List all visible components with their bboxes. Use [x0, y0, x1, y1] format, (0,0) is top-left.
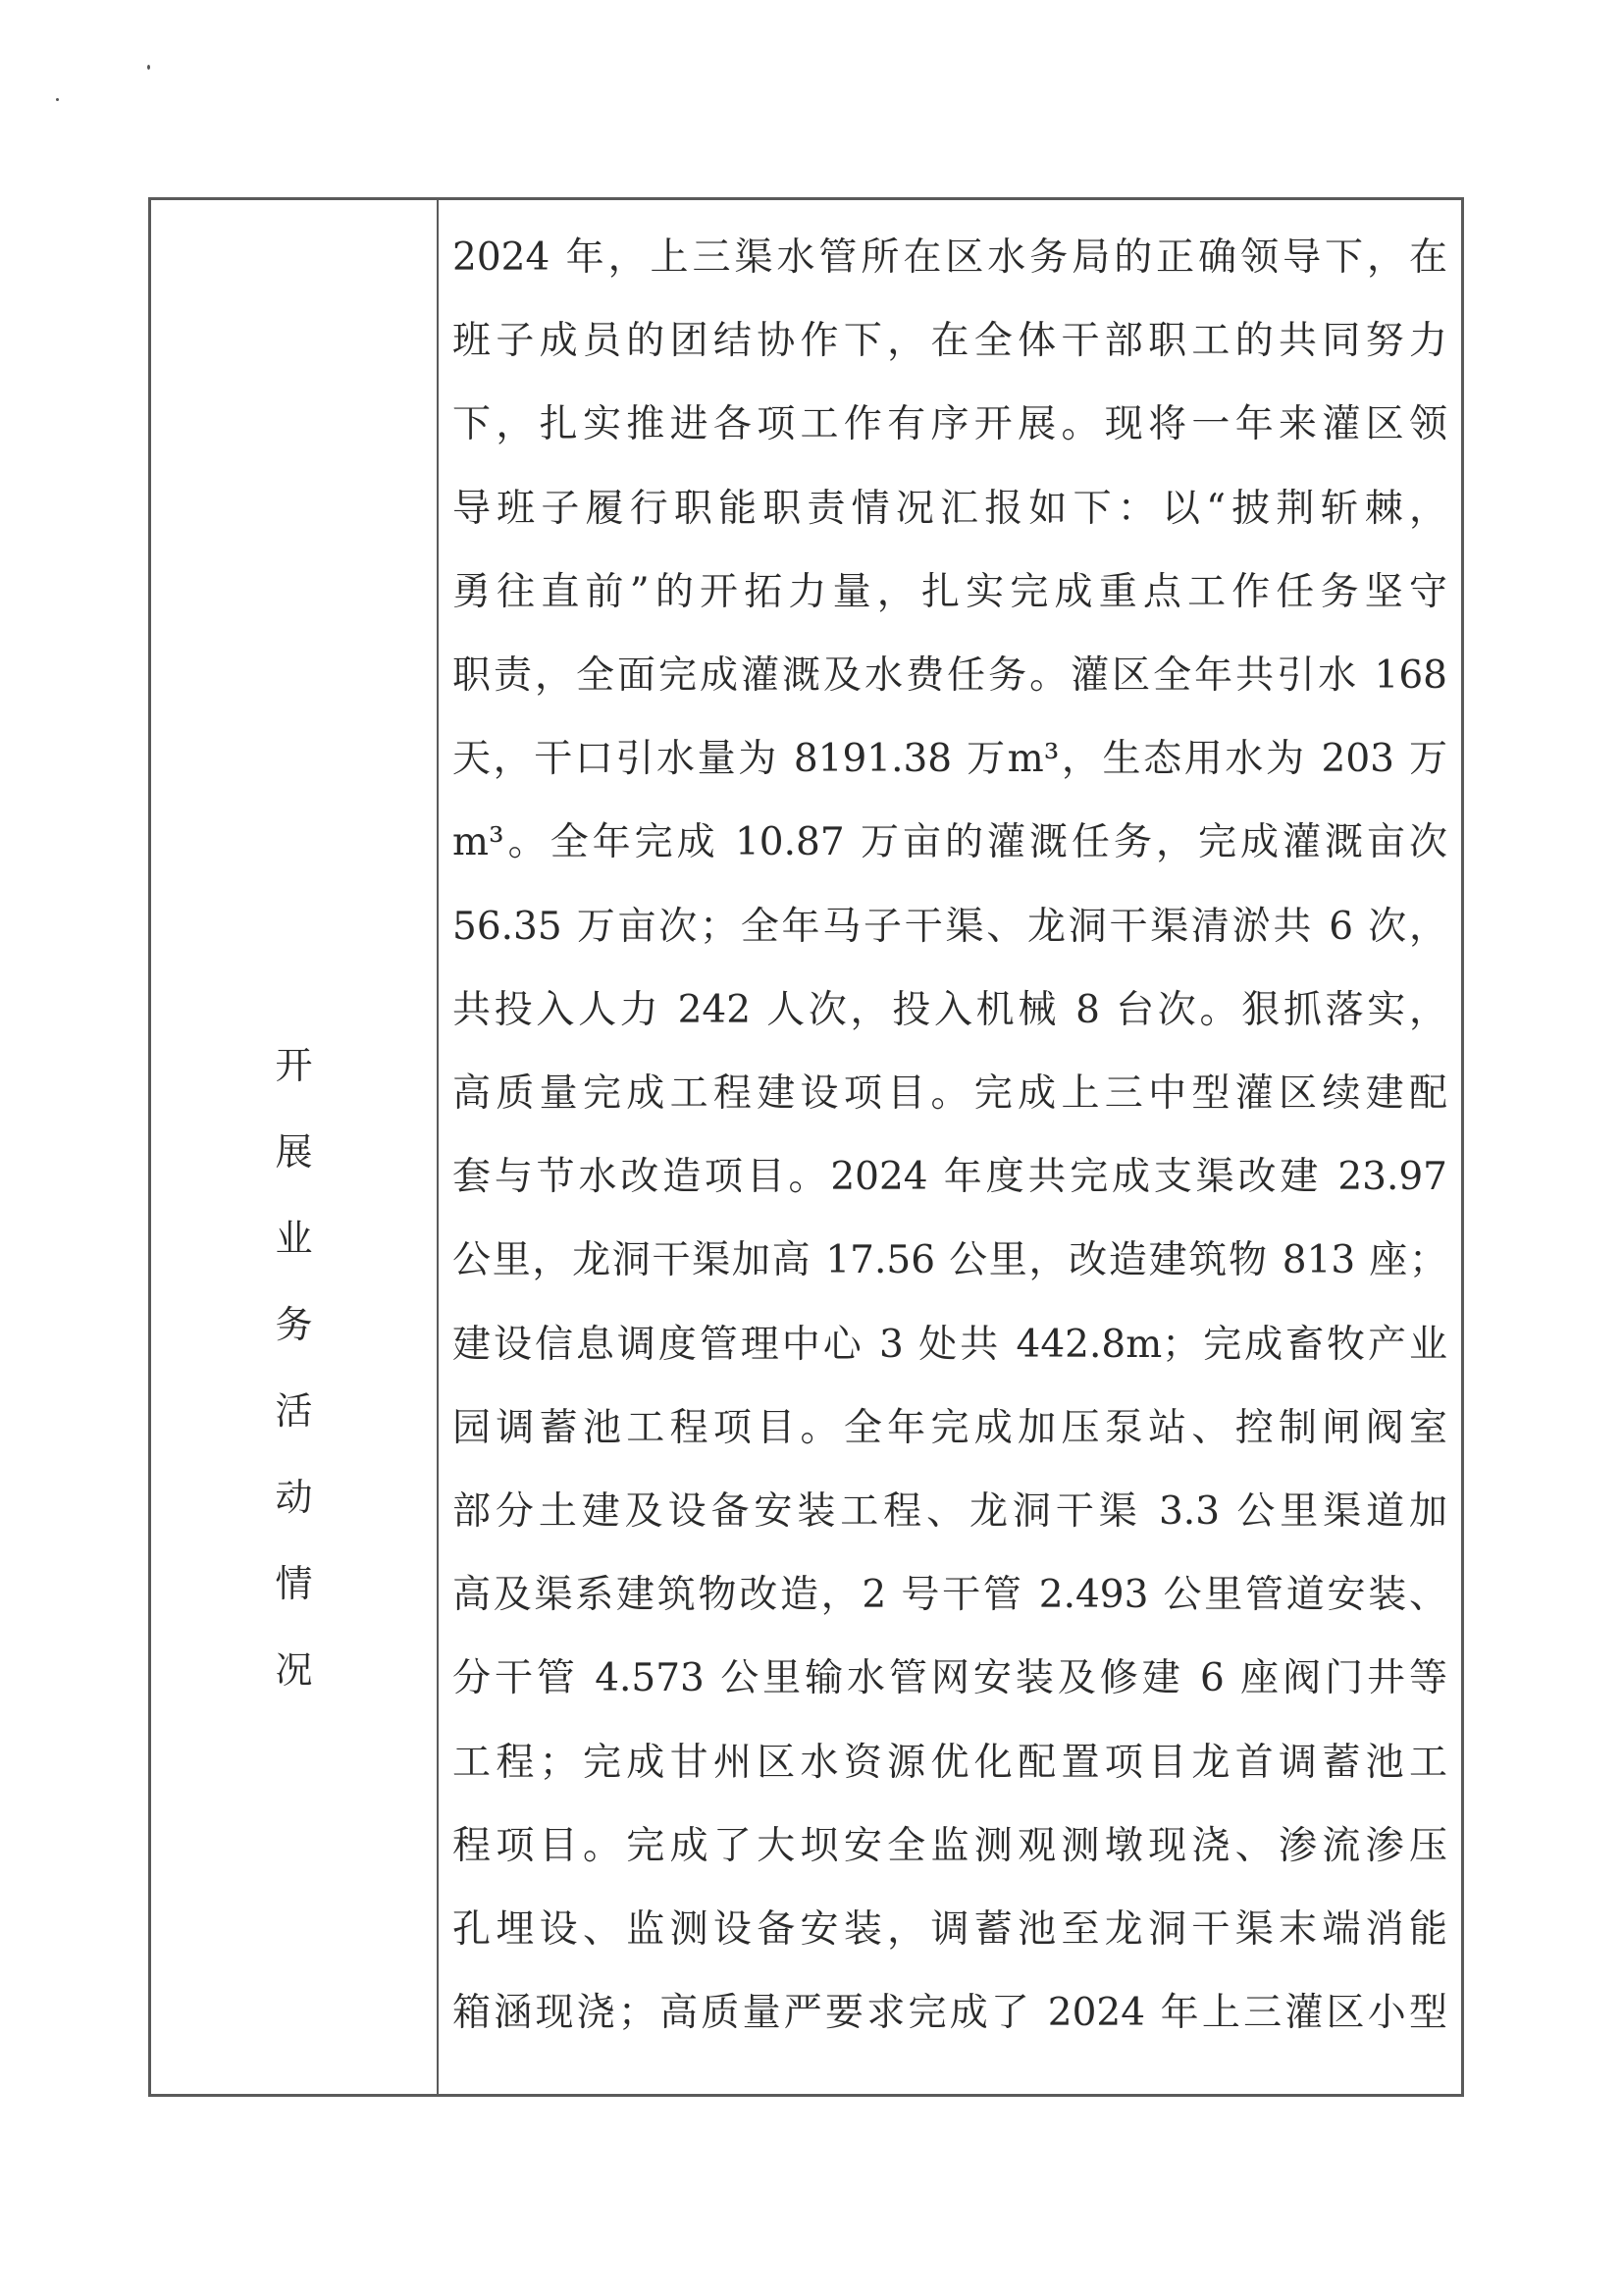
content-line: 分干管 4.573 公里输水管网安装及修建 6 座阀门井等 — [452, 1656, 1447, 1701]
content-line: 班子成员的团结协作下，在全体干部职工的共同努力 — [452, 319, 1447, 364]
content-line: 高及渠系建筑物改造，2 号干管 2.493 公里管道安装、 — [452, 1573, 1447, 1618]
section-label-char: 活 — [275, 1389, 313, 1433]
content-line: 套与节水改造项目。2024 年度共完成支渠改建 23.97 — [452, 1155, 1447, 1200]
content-line: 导班子履行职能职责情况汇报如下：以“披荆斩棘， — [452, 486, 1447, 531]
content-cell — [439, 200, 1461, 2094]
content-line: 56.35 万亩次；全年马子干渠、龙洞干渠清淤共 6 次， — [452, 904, 1447, 949]
section-label-char: 况 — [275, 1648, 313, 1692]
content-line: 箱涵现浇；高质量严要求完成了 2024 年上三灌区小型 — [452, 1991, 1447, 2036]
section-label-cell — [151, 200, 439, 2094]
content-line: 程项目。完成了大坝安全监测观测墩现浇、渗流渗压 — [452, 1823, 1447, 1868]
section-label-char: 情 — [275, 1562, 313, 1605]
content-line: 天，干口引水量为 8191.38 万m³，生态用水为 203 万 — [452, 737, 1447, 782]
scan-speck — [56, 98, 59, 101]
content-line: 职责，全面完成灌溉及水费任务。灌区全年共引水 168 — [452, 653, 1447, 699]
section-label-char: 业 — [275, 1217, 313, 1260]
content-line: 部分土建及设备安装工程、龙洞干渠 3.3 公里渠道加 — [452, 1489, 1447, 1535]
section-label — [151, 1022, 437, 1713]
content-line: 公里，龙洞干渠加高 17.56 公里，改造建筑物 813 座； — [452, 1238, 1447, 1283]
content-line: 工程；完成甘州区水资源优化配置项目龙首调蓄池工 — [452, 1740, 1447, 1785]
content-line: 共投入人力 242 人次，投入机械 8 台次。狠抓落实， — [452, 987, 1447, 1032]
report-table — [148, 197, 1464, 2097]
scan-speck — [147, 65, 150, 70]
content-line: m³。全年完成 10.87 万亩的灌溉任务，完成灌溉亩次 — [452, 820, 1447, 865]
section-label-char: 开 — [275, 1044, 313, 1087]
content-line: 2024 年，上三渠水管所在区水务局的正确领导下，在 — [452, 235, 1447, 280]
content-line: 建设信息调度管理中心 3 处共 442.8m；完成畜牧产业 — [452, 1322, 1447, 1367]
section-label-char: 展 — [275, 1130, 313, 1174]
section-label-char: 务 — [275, 1303, 313, 1346]
content-line: 勇往直前”的开拓力量，扎实完成重点工作任务坚守 — [452, 569, 1447, 614]
content-line: 园调蓄池工程项目。全年完成加压泵站、控制闸阀室 — [452, 1405, 1447, 1450]
content-line: 高质量完成工程建设项目。完成上三中型灌区续建配 — [452, 1071, 1447, 1117]
content-line: 孔埋设、监测设备安装，调蓄池至龙洞干渠末端消能 — [452, 1907, 1447, 1953]
content-text — [452, 216, 1447, 2055]
content-line: 下，扎实推进各项工作有序开展。现将一年来灌区领 — [452, 402, 1447, 447]
section-label-char: 动 — [275, 1476, 313, 1519]
